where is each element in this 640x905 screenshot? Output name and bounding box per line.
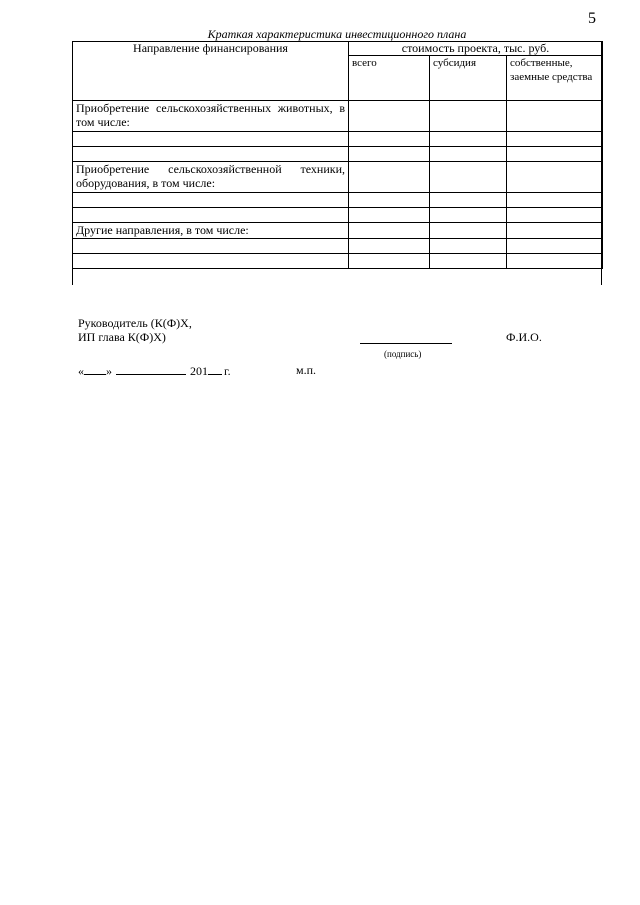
header-subsidy: субсидия — [430, 56, 507, 101]
investment-plan-table — [72, 41, 603, 269]
table-row — [73, 223, 603, 239]
header-cost: стоимость проекта, тыс. руб. — [349, 42, 603, 56]
cell-total[interactable] — [349, 254, 430, 269]
row-direction[interactable] — [73, 132, 349, 147]
row-direction[interactable] — [73, 254, 349, 269]
cell-subsidy[interactable] — [430, 132, 507, 147]
cell-own-funds[interactable] — [507, 101, 603, 132]
cell-own-funds[interactable] — [507, 162, 603, 193]
signature-line[interactable] — [360, 343, 452, 344]
cell-total[interactable] — [349, 162, 430, 193]
table-row — [73, 208, 603, 223]
cell-total[interactable] — [349, 193, 430, 208]
table-row — [73, 193, 603, 208]
row-direction[interactable] — [73, 239, 349, 254]
date-close-quote: » — [106, 364, 112, 378]
day-blank[interactable] — [84, 363, 106, 375]
row-direction[interactable] — [73, 193, 349, 208]
cell-own-funds[interactable] — [507, 254, 603, 269]
cell-total[interactable] — [349, 223, 430, 239]
row-direction: Другие направления, в том числе: — [73, 223, 349, 239]
cell-subsidy[interactable] — [430, 254, 507, 269]
signer-fio: Ф.И.О. — [506, 330, 542, 344]
signer-role-line2: ИП глава К(Ф)Х) — [78, 330, 166, 344]
header-direction: Направление финансирования — [73, 42, 349, 101]
signer-role-line1: Руководитель (К(Ф)Х, — [78, 316, 192, 330]
cell-own-funds[interactable] — [507, 132, 603, 147]
table-row — [73, 147, 603, 162]
cell-own-funds[interactable] — [507, 147, 603, 162]
header-total: всего — [349, 56, 430, 101]
date-line — [78, 363, 231, 379]
stamp-place: м.п. — [296, 363, 317, 377]
cell-total[interactable] — [349, 132, 430, 147]
signature-caption: (подпись) — [384, 349, 422, 359]
row-direction[interactable] — [73, 208, 349, 223]
cell-total[interactable] — [349, 239, 430, 254]
cell-own-funds[interactable] — [507, 223, 603, 239]
table-row — [73, 239, 603, 254]
year-prefix: 201 — [190, 364, 208, 378]
table-row — [73, 254, 603, 269]
cell-subsidy[interactable] — [430, 208, 507, 223]
cell-own-funds[interactable] — [507, 239, 603, 254]
table-header-row — [73, 42, 603, 56]
cell-subsidy[interactable] — [430, 162, 507, 193]
row-direction[interactable] — [73, 147, 349, 162]
cell-total[interactable] — [349, 101, 430, 132]
cell-subsidy[interactable] — [430, 239, 507, 254]
cell-own-funds[interactable] — [507, 193, 603, 208]
row-direction: Приобретение сельскохозяйственных животных, в том числе: — [73, 101, 349, 132]
cell-total[interactable] — [349, 147, 430, 162]
table-row — [73, 132, 603, 147]
table-row — [73, 162, 603, 193]
cell-total[interactable] — [349, 208, 430, 223]
header-own-funds: собственные, заемные средства — [507, 56, 603, 101]
cell-subsidy[interactable] — [430, 223, 507, 239]
page-number: 5 — [588, 10, 596, 27]
cell-subsidy[interactable] — [430, 101, 507, 132]
row-direction: Приобретение сельскохозяйственной техники, оборудования, в том числе: — [73, 162, 349, 193]
year-blank[interactable] — [208, 363, 222, 375]
table-row — [73, 101, 603, 132]
date-open-quote: « — [78, 364, 84, 378]
year-suffix: г. — [224, 364, 231, 378]
signature-block — [78, 316, 598, 376]
cell-subsidy[interactable] — [430, 147, 507, 162]
month-blank[interactable] — [116, 363, 186, 375]
cell-subsidy[interactable] — [430, 193, 507, 208]
cell-own-funds[interactable] — [507, 208, 603, 223]
table-title: Краткая характеристика инвестиционного плана — [72, 27, 602, 42]
